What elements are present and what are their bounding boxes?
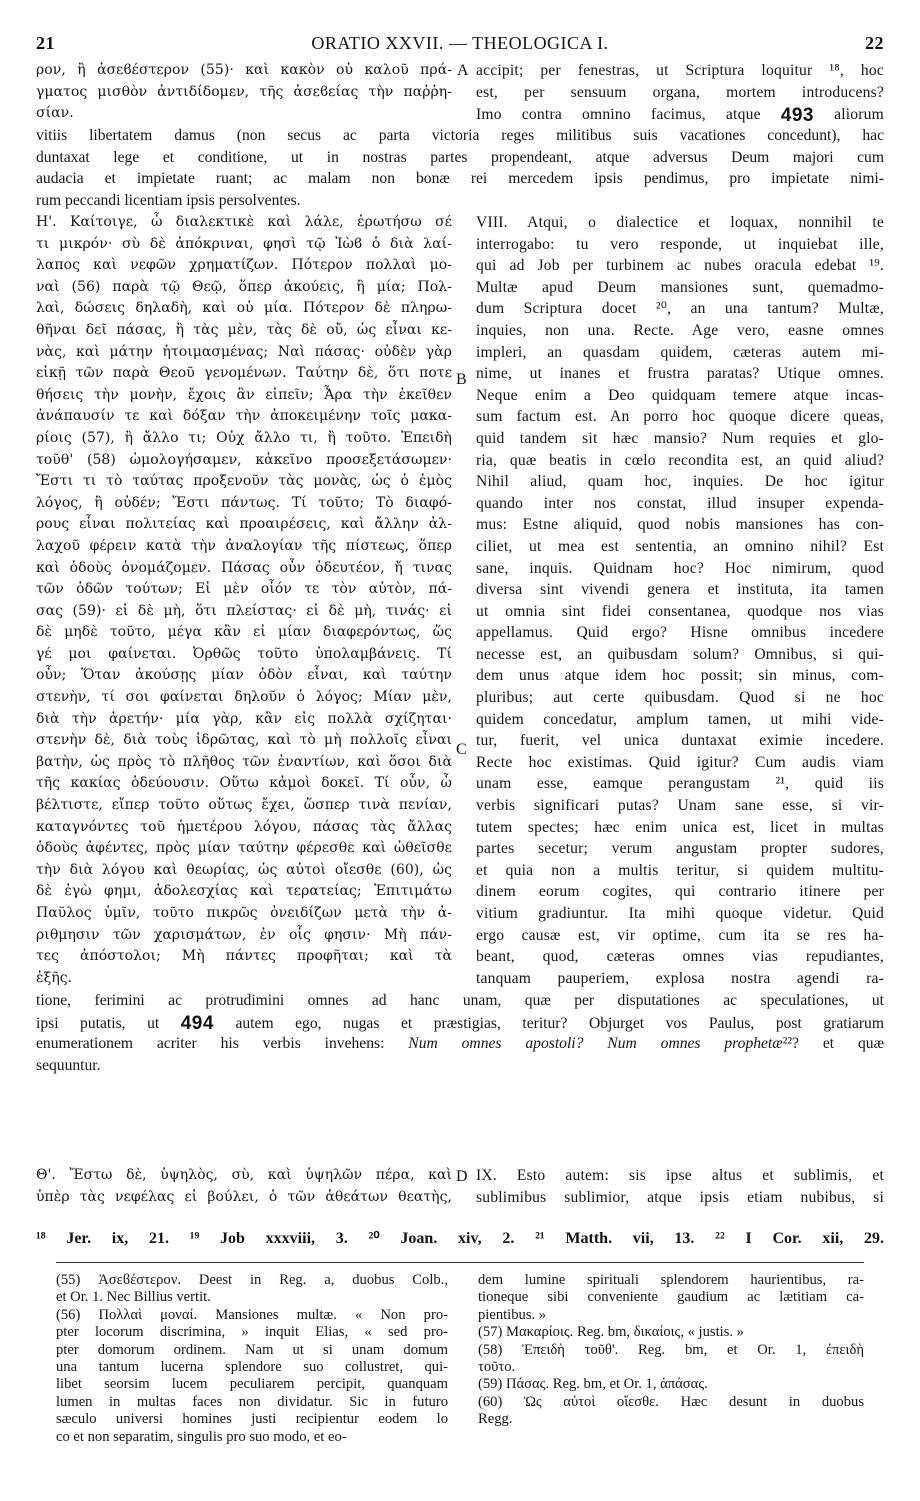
greek-line: καὶ ὁδοὺς ὀνομάζομεν. Πάσας οὖν ὁδευτέον, ἤ τινας xyxy=(36,559,452,576)
latin-line xyxy=(476,103,884,125)
latin-line: tur, fuerit, vel unica duntaxat eximie incedere. xyxy=(476,732,884,750)
greek-column-top xyxy=(36,60,452,125)
latin-line: accipit; per fenestras, ut Scriptura loquitur ¹⁸, hoc xyxy=(476,62,884,79)
latin-line: dinem eorum cogites, qui contrario itinere per xyxy=(476,883,884,901)
latin-line: necesse est, an quibusdam solum? Omnibus, si qui- xyxy=(476,645,884,663)
latin-line: est, per sensuum organa, mortem introducens? xyxy=(476,83,884,101)
latin-full-width-bottom xyxy=(36,990,884,1076)
greek-line: ὑπὲρ τὰς νεφέλας εἰ βούλει, ὁ τῶν ἀθεάτων θεατὴς, xyxy=(36,1188,452,1205)
greek-line: βέλτιστε, εἴπερ τοῦτο οὕτως ἔχει, ὥσπερ τινὰ πενίαν, xyxy=(36,797,452,814)
greek-line: τι μικρόν· σὺ δὲ ἀπόκριναι, φησὶ τῷ Ἰὼϐ ὁ διὰ λαί- xyxy=(36,235,452,252)
latin-line: Neque enim a Deo quidquam temere atque incas- xyxy=(476,386,884,404)
greek-line: δὲ μηδὲ τοῦτο, μέγα κἂν εἰ μίαν διαφερόντως, ὥς xyxy=(36,624,452,641)
section-marker-d: D xyxy=(456,1168,468,1185)
latin-line: dem unus atque idem hoc possit; sin minus, com- xyxy=(476,667,884,685)
latin-line-text: ²²? et quæ xyxy=(782,1035,884,1053)
latin-line: duntaxat lege et conditione, ut in nostras partes propendeant, atque adversus Deum majori cum xyxy=(36,148,884,166)
footnote-line: et Or. 1. Nec Billius vertit. xyxy=(56,1289,211,1306)
latin-line: quando inter nos constat, illud insuper expenda- xyxy=(476,494,884,512)
footnote-line: libet seorsim lucem peculiarem percipit, quanquam xyxy=(56,1376,448,1393)
latin-line: partes secetur; verum angustam propter sudores, xyxy=(476,840,884,858)
latin-line: diversa sint vivendi genera et instituta, ita tamen xyxy=(476,581,884,599)
page-number-right: 22 xyxy=(865,33,884,53)
greek-line: λόγος, ἢ οὐδέν; Ἔστι πάντως. Τί τοῦτο; Τὸ διαφό- xyxy=(36,494,452,511)
latin-line: Nihil aliud, quam hoc, inquies. De hoc igitur xyxy=(476,473,884,491)
section-marker-c: C xyxy=(456,741,467,758)
latin-line: quidem concedatur, amplum tamen, ut mihi vide- xyxy=(476,710,884,728)
latin-line: et quia non a multis teritur, si quidem multitu- xyxy=(476,861,884,879)
greek-line: ριθμησιν τῶν χαρισμάτων, ἐν οἷς φησιν· Μὴ πάν- xyxy=(36,926,452,943)
greek-line: τῶν ὁδῶν τούτων; Εἰ μὲν οἷόν τε τὸν αὐτὸν, πά- xyxy=(36,581,452,598)
footnote-line: tioneque sibi conveniente gaudium ac lætitiam ca- xyxy=(478,1289,864,1306)
greek-line: Θ'. Ἔστω δὲ, ὑψηλὸς, σὺ, καὶ ὑψηλῶν πέρα, καὶ xyxy=(36,1167,452,1183)
column-number-493: 493 xyxy=(780,105,814,125)
greek-line: στενὴν, τί σοι φαίνεται δηλοῦν ὁ λόγος; Μίαν μὲν, xyxy=(36,689,452,706)
latin-line: VIII. Atqui, o dialectice et loquax, nonnihil te xyxy=(476,214,884,231)
latin-line: dum Scriptura docet ²⁰, an una tantum? Multæ, xyxy=(476,300,884,318)
footnote-line: una tantum lucerna splendore suo collustret, qui- xyxy=(56,1358,448,1375)
latin-line: ria, quæ beatis in cœlo recondita est, an quid aliud? xyxy=(476,451,884,469)
greek-line: ὁδοὺς ἀφέντες, πρὸς μίαν ταύτην φέρεσθε καὶ ὠθεῖσθε xyxy=(36,840,452,857)
greek-line: δὲ ἐγὼ φημι, ἀδολεσχίας καὶ τερατείας; Ἐπιτιμάτω xyxy=(36,883,452,900)
greek-line: στενὴν δὲ, διὰ τοὺς ἱδρῶτας, καὶ τὸ μὴ πολλοῖς εἶναι xyxy=(36,732,452,749)
footnotes-right xyxy=(478,1272,864,1429)
latin-line: Recte hoc existimas. Quid igitur? Cum audis viam xyxy=(476,753,884,771)
latin-line-italic: Num omnes apostoli? Num omnes prophetæ xyxy=(408,1035,783,1053)
latin-line: ut omnia sint fidei consentanea, quodque nos vias xyxy=(476,602,884,620)
greek-line: ναὶ (56) παρὰ τῷ Θεῷ, ὅπερ ἀκούεις, ἢ μία; Πολ- xyxy=(36,278,452,295)
latin-line: ergo causæ est, vir optime, cum ita se res ha- xyxy=(476,926,884,944)
latin-line: quid tandem sit hæc mansio? Num requies et glo- xyxy=(476,429,884,447)
scripture-references: ¹⁸ Jer. ix, 21. ¹⁹ Job xxxviii, 3. ²⁰ Joan. xiv, 2. ²¹ Matth. vii, 13. ²² I Cor. xii, 29. xyxy=(36,1230,884,1247)
greek-line: Η'. Καίτοιγε, ὦ διαλεκτικὲ καὶ λάλε, ἐρωτήσω σέ xyxy=(36,214,452,230)
greek-line: ρίοις (57), ἢ ἄλλο τι; Οὐχ ἄλλο τι, ἢ τοῦτο. Ἐπειδὴ xyxy=(36,429,452,446)
greek-line: λαχοῦ φέρειν κατὰ τὴν ἀναλογίαν τῆς πίστεως, ὅπερ xyxy=(36,537,452,554)
section-marker-a: A xyxy=(457,62,469,79)
latin-line: verbis significari putas? Unam sane esse, si vir- xyxy=(476,797,884,815)
latin-line xyxy=(36,1033,884,1055)
greek-line: λαπος καὶ νεφῶν χρηματίζων. Πότερον πολλαὶ μο- xyxy=(36,257,452,274)
latin-line xyxy=(36,1012,884,1034)
latin-line: tanquam pauperiem, explosa nostra agendi ra- xyxy=(476,969,884,987)
greek-line: νὰς, καὶ μάτην ἡτοιμασμένας; Ναὶ πάσας· οὐδὲν γὰρ xyxy=(36,343,452,360)
latin-line-text: Imo contra omnino facimus, atque xyxy=(476,106,761,124)
latin-line: interrogabo: tu vero responde, ut inquiebat ille, xyxy=(476,235,884,253)
footnote-line: lumen in multas faces non dividatur. Sic in futuro xyxy=(56,1393,448,1410)
greek-line: Ἔστι τι τὸ ταύτας προξενοῦν τὰς μονὰς, ὡς ὁ ἐμὸς xyxy=(36,473,452,490)
latin-line: qui ad Job per turbinem ac nubes oracula edebat ¹⁹. xyxy=(476,257,884,275)
greek-line: εἰκῇ τῶν παρὰ Θεοῦ γενομένων. Ταύτην δὲ, ὅτι ποτε xyxy=(36,365,452,382)
latin-line: sane, inquis. Quidnam hoc? Hoc nimirum, quod xyxy=(476,559,884,577)
latin-line: pluribus; aut certe quibusdam. Quod si ne hoc xyxy=(476,689,884,707)
footnote-line: pientibus. » xyxy=(478,1306,547,1323)
footnote-line: pter domorum ordinem. Nam ut si unam domum xyxy=(56,1341,448,1358)
latin-line: nime, ut inanes et frustra paratas? Utique omnes. xyxy=(476,365,884,383)
greek-line: ρον, ἢ ἀσεϐέστερον (55)· καὶ κακὸν οὐ καλοῦ πρά- xyxy=(36,62,452,78)
footnote-line: (59) Πάσας. Reg. bm, et Or. 1, ἁπάσας. xyxy=(478,1376,708,1393)
greek-line: τὴν διὰ λόγου καὶ θεωρίας, ὡς αὐτοὶ οἴεσθε (60), ὡς xyxy=(36,861,452,878)
footnote-line: (56) Πολλαὶ μοναί. Mansiones multæ. « Non pro- xyxy=(56,1306,448,1323)
greek-line: σίαν. xyxy=(36,105,74,122)
latin-line: sequuntur. xyxy=(36,1056,101,1074)
greek-line: γματος μισθὸν ἀντιδίδομεν, τῆς ἀσεϐείας τὴν παῤῥη- xyxy=(36,83,452,100)
latin-line-text: ipsi putatis, ut xyxy=(36,1014,160,1032)
section-marker-b: B xyxy=(456,371,467,388)
footnote-line: (55) Ἀσεϐέστερον. Deest in Reg. a, duobus Colb., xyxy=(56,1272,448,1288)
latin-line: inquies, non una. Recte. Age vero, easne omnes xyxy=(476,321,884,339)
greek-line: τες ἀπόστολοι; Μὴ πάντες προφῆται; καὶ τὰ xyxy=(36,948,452,965)
latin-line: sum factum est. An porro hoc quoque dicere queas, xyxy=(476,408,884,426)
greek-line: θήσεις τὴν μονὴν, ἔχοις ἂν εἰπεῖν; Ἆρα τὴν ἐκεῖθεν xyxy=(36,386,452,403)
greek-line: σας (59)· εἰ δὲ μὴ, ὅτι πλείστας· εἰ δὲ μὴ, τινάς· εἰ xyxy=(36,602,452,619)
greek-line: γέ μοι φαίνεται. Ὀρθῶς τοῦτο ὑπολαμβάνεις. Τί xyxy=(36,645,452,662)
footnote-line: (58) Ἐπειδὴ τοῦθ'. Reg. bm, et Or. 1, ἐπειδὴ xyxy=(478,1341,864,1358)
latin-line: sublimibus sublimior, atque ipsis etiam nubibus, si xyxy=(476,1188,884,1206)
latin-line: impleri, an quasdam quidem, cæteras autem mi- xyxy=(476,343,884,361)
greek-line: ἑξῆς. xyxy=(36,969,73,986)
latin-line-text: enumerationem acriter his verbis invehens: xyxy=(36,1035,385,1053)
running-title: ORATIO XXVII. — THEOLOGICA I. xyxy=(311,33,609,53)
greek-line: τῆς κακίας ὁδεύουσιν. Οὕτω κἀμοὶ δοκεῖ. Τί οὖν, ὦ xyxy=(36,775,452,792)
latin-line: audacia et impietate ruant; ac malam non bonæ rei mercedem ipsis pendimus, pro impietate nimi- xyxy=(36,170,884,188)
latin-line-text: aliorum xyxy=(834,106,884,124)
footnote-line: co et non separatim, singulis pro suo modo, et eo- xyxy=(56,1428,347,1445)
latin-line: Multæ apud Deum mansiones sunt, quemadmo- xyxy=(476,278,884,296)
latin-column-end xyxy=(476,1165,884,1208)
latin-line: mus: Estne aliquid, quod nobis mansiones has con- xyxy=(476,516,884,534)
footnote-line: sæculo universi homines justi recipientur eodem lo xyxy=(56,1411,448,1428)
page-header xyxy=(36,33,884,59)
latin-column-top xyxy=(476,60,884,125)
greek-line: Παῦλος ὑμῖν, τοῦτο πικρῶς ὀνειδίζων μετὰ τὴν ἀ- xyxy=(36,905,452,921)
latin-line: tione, ferimini ac protrudimini omnes ad hanc unam, quæ per disputationes ac speculationes, ut xyxy=(36,992,884,1009)
greek-line: οὖν; Ὅταν ἀκούσῃς μίαν ὁδὸν εἶναι, καὶ ταύτην xyxy=(36,667,452,684)
latin-line: IX. Esto autem: sis ipse altus et sublimis, et xyxy=(476,1167,884,1184)
footnote-divider xyxy=(56,1262,864,1263)
latin-line: vitium gradiuntur. Ita mihi quoque videtur. Quid xyxy=(476,905,884,922)
greek-column-middle xyxy=(36,212,452,989)
latin-line: ciliet, ut mea est sententia, an omnino nihil? Est xyxy=(476,537,884,555)
greek-column-end xyxy=(36,1165,452,1208)
latin-line: unam esse, eamque perangustam ²¹, quid iis xyxy=(476,775,884,793)
column-number-494: 494 xyxy=(180,1012,214,1034)
latin-line: appellamus. Quid ergo? Hisne omnibus incedere xyxy=(476,624,884,642)
greek-line: θῆναι δεῖ πάσας, ἢ τὰς μὲν, τὰς δὲ οὔ, ὡς εἶναι κε- xyxy=(36,321,452,338)
greek-line: τοῦθ' (58) ὡμολογήσαμεν, κἀκεῖνο προσεξετάσωμεν· xyxy=(36,451,452,468)
greek-line: καταγνόντες τοῦ ἡμετέρου λόγου, πάσας τὰς ἄλλας xyxy=(36,818,452,835)
latin-line: rum peccandi licentiam ipsis persolventes. xyxy=(36,191,301,209)
footnote-line: Regg. xyxy=(478,1411,513,1428)
greek-line: βατὴν, ὡς πρὸς τὸ πλῆθος τῶν ἐναντίων, καὶ ὅσοι διὰ xyxy=(36,753,452,770)
footnote-line: (57) Μακαρίοις. Reg. bm, δικαίοις, « justis. » xyxy=(478,1324,744,1341)
greek-line: λαὶ, δώσεις δηλαδὴ, καὶ οὐ μία. Πότερον δὲ πληρω- xyxy=(36,300,452,317)
footnotes-left xyxy=(56,1272,448,1446)
latin-line: beant, quod, cæteras omnes vias repudiantes, xyxy=(476,948,884,966)
latin-line: tutem spectes; hæc enim unica est, licet in multas xyxy=(476,818,884,836)
footnote-line: dem lumine spirituali splendorem haurientibus, ra- xyxy=(478,1272,864,1288)
latin-full-width-top xyxy=(36,125,884,211)
page-number-left: 21 xyxy=(36,33,55,53)
footnote-line: (60) Ὡς αὐτοὶ οἴεσθε. Hæc desunt in duobus xyxy=(478,1393,864,1410)
footnote-line: pter locorum discrimina, » inquit Elias, « sed pro- xyxy=(56,1324,448,1341)
latin-column-middle xyxy=(476,212,884,989)
greek-line: διὰ τὴν ἀρετήν· μία γὰρ, κἂν εἰς πολλὰ σχίζηται· xyxy=(36,710,452,727)
footnote-line: τοῦτο. xyxy=(478,1358,516,1375)
greek-line: ρους εἶναι πολιτείας καὶ προαιρέσεις, καὶ ἄλλην ἀλ- xyxy=(36,516,452,533)
latin-line: vitiis libertatem damus (non secus ac parta victoria reges militibus suis vacationes concedunt), hac xyxy=(36,127,884,144)
latin-line-text: autem ego, nugas et præstigias, teritur? Objurget vos Paulus, post gratiarum xyxy=(235,1014,884,1032)
greek-line: ἀνάπαυσίν τε καὶ δόξαν τὴν ἀποκειμένην τοῖς μακα- xyxy=(36,408,452,425)
